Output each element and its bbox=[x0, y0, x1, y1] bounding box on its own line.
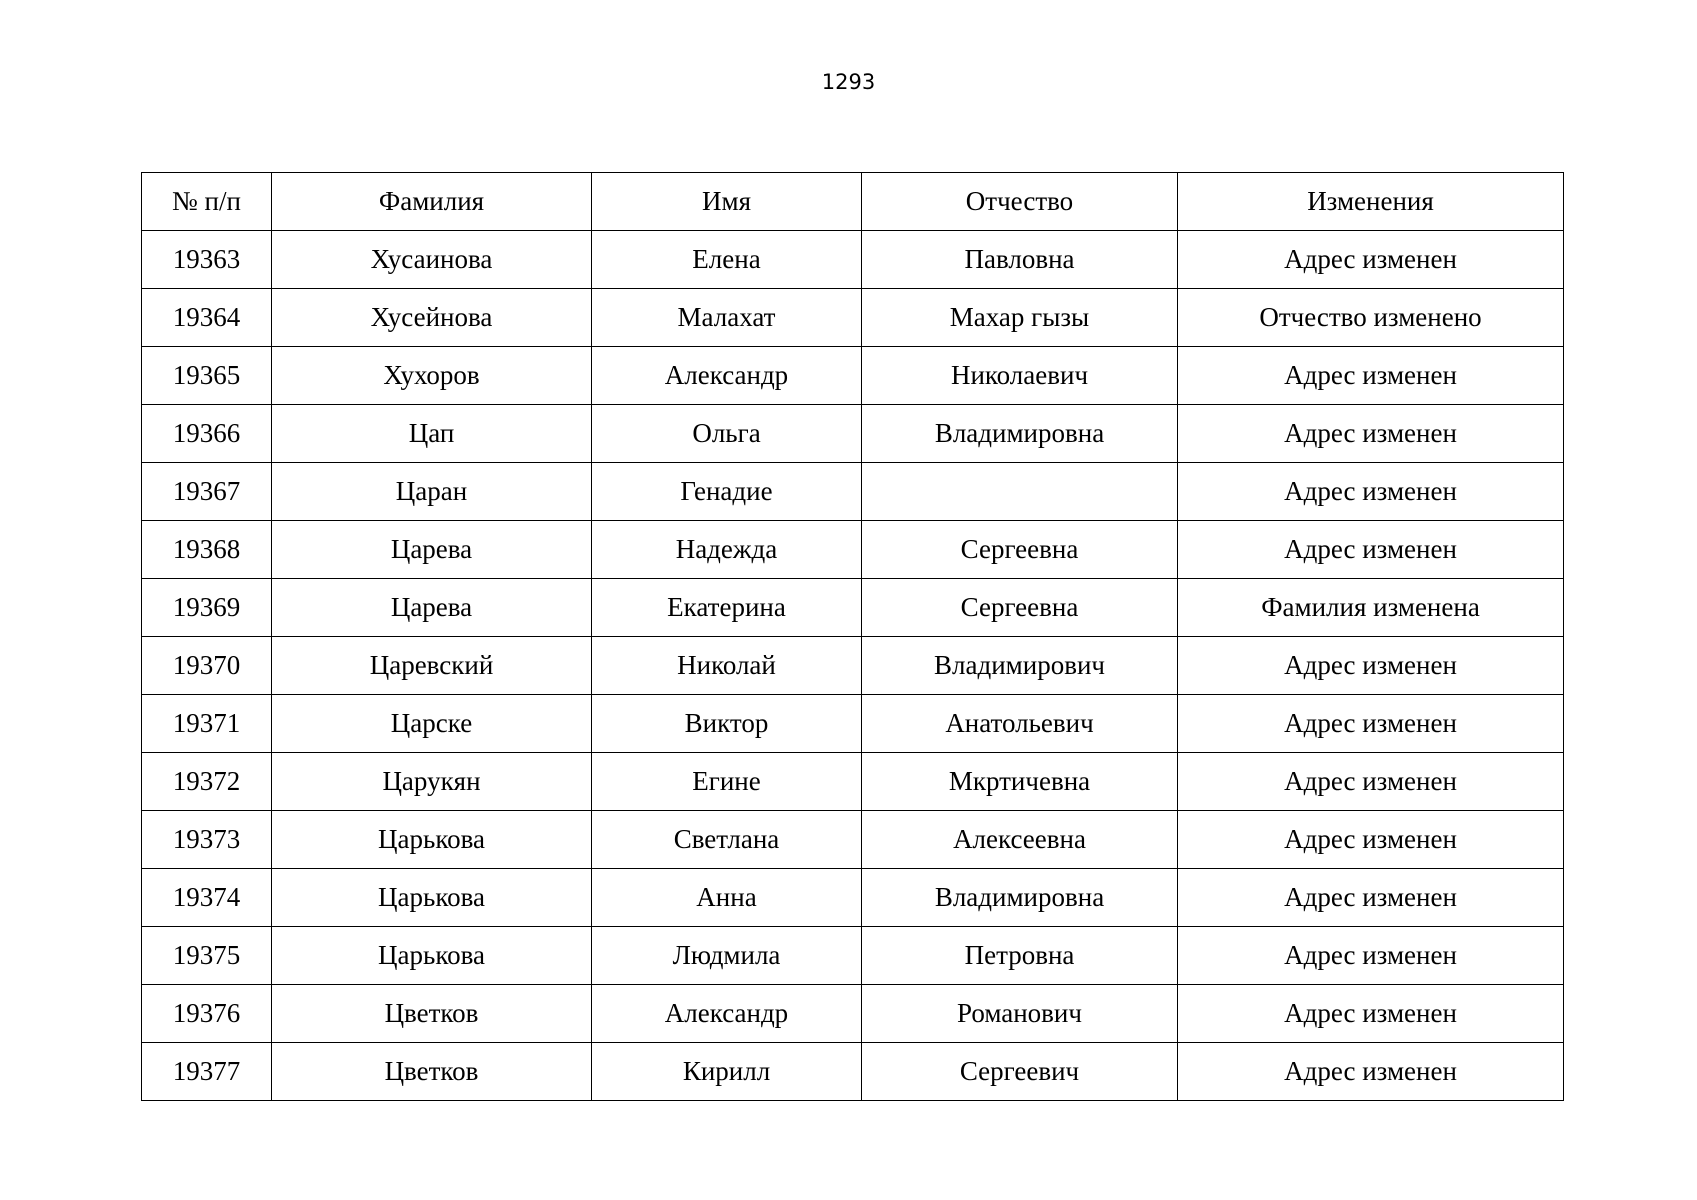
cell-changes: Адрес изменен bbox=[1178, 463, 1564, 521]
cell-surname: Царькова bbox=[272, 811, 592, 869]
cell-patronymic: Сергеевна bbox=[862, 579, 1178, 637]
table-row bbox=[142, 289, 1564, 347]
records-table bbox=[141, 172, 1564, 1101]
cell-patronymic: Романович bbox=[862, 985, 1178, 1043]
cell-patronymic: Павловна bbox=[862, 231, 1178, 289]
cell-number: 19371 bbox=[142, 695, 272, 753]
cell-changes: Фамилия изменена bbox=[1178, 579, 1564, 637]
cell-name: Елена bbox=[592, 231, 862, 289]
cell-changes: Адрес изменен bbox=[1178, 869, 1564, 927]
cell-name: Николай bbox=[592, 637, 862, 695]
cell-changes: Адрес изменен bbox=[1178, 811, 1564, 869]
table-row bbox=[142, 869, 1564, 927]
cell-changes: Адрес изменен bbox=[1178, 985, 1564, 1043]
cell-surname: Царукян bbox=[272, 753, 592, 811]
table-row bbox=[142, 811, 1564, 869]
table-row bbox=[142, 231, 1564, 289]
cell-changes: Адрес изменен bbox=[1178, 695, 1564, 753]
cell-patronymic: Владимировна bbox=[862, 869, 1178, 927]
cell-patronymic: Сергеевич bbox=[862, 1043, 1178, 1101]
cell-number: 19365 bbox=[142, 347, 272, 405]
cell-patronymic: Владимировна bbox=[862, 405, 1178, 463]
cell-surname: Царева bbox=[272, 521, 592, 579]
cell-number: 19367 bbox=[142, 463, 272, 521]
cell-name: Малахат bbox=[592, 289, 862, 347]
cell-patronymic: Николаевич bbox=[862, 347, 1178, 405]
cell-number: 19364 bbox=[142, 289, 272, 347]
cell-changes: Адрес изменен bbox=[1178, 521, 1564, 579]
cell-surname: Царева bbox=[272, 579, 592, 637]
cell-number: 19377 bbox=[142, 1043, 272, 1101]
table-row bbox=[142, 347, 1564, 405]
cell-patronymic: Анатольевич bbox=[862, 695, 1178, 753]
cell-surname: Хусаинова bbox=[272, 231, 592, 289]
table-header-row bbox=[142, 173, 1564, 231]
table-row bbox=[142, 695, 1564, 753]
table-row bbox=[142, 579, 1564, 637]
cell-changes: Адрес изменен bbox=[1178, 927, 1564, 985]
cell-surname: Царькова bbox=[272, 869, 592, 927]
cell-number: 19372 bbox=[142, 753, 272, 811]
cell-number: 19374 bbox=[142, 869, 272, 927]
cell-number: 19376 bbox=[142, 985, 272, 1043]
cell-surname: Цветков bbox=[272, 1043, 592, 1101]
cell-surname: Хухоров bbox=[272, 347, 592, 405]
cell-number: 19375 bbox=[142, 927, 272, 985]
cell-number: 19373 bbox=[142, 811, 272, 869]
cell-name: Александр bbox=[592, 985, 862, 1043]
header-surname: Фамилия bbox=[272, 173, 592, 231]
cell-patronymic bbox=[862, 463, 1178, 521]
cell-number: 19366 bbox=[142, 405, 272, 463]
table-row bbox=[142, 753, 1564, 811]
cell-number: 19370 bbox=[142, 637, 272, 695]
cell-changes: Отчество изменено bbox=[1178, 289, 1564, 347]
cell-name: Екатерина bbox=[592, 579, 862, 637]
cell-changes: Адрес изменен bbox=[1178, 637, 1564, 695]
cell-name: Светлана bbox=[592, 811, 862, 869]
table-row bbox=[142, 927, 1564, 985]
cell-surname: Царан bbox=[272, 463, 592, 521]
cell-number: 19368 bbox=[142, 521, 272, 579]
cell-name: Надежда bbox=[592, 521, 862, 579]
cell-changes: Адрес изменен bbox=[1178, 1043, 1564, 1101]
cell-name: Александр bbox=[592, 347, 862, 405]
cell-name: Кирилл bbox=[592, 1043, 862, 1101]
cell-patronymic: Мкртичевна bbox=[862, 753, 1178, 811]
cell-patronymic: Сергеевна bbox=[862, 521, 1178, 579]
table-row bbox=[142, 1043, 1564, 1101]
table-body bbox=[142, 231, 1564, 1101]
cell-surname: Царькова bbox=[272, 927, 592, 985]
table-row bbox=[142, 405, 1564, 463]
cell-changes: Адрес изменен bbox=[1178, 405, 1564, 463]
table-row bbox=[142, 985, 1564, 1043]
cell-name: Людмила bbox=[592, 927, 862, 985]
cell-name: Анна bbox=[592, 869, 862, 927]
cell-name: Генадие bbox=[592, 463, 862, 521]
cell-patronymic: Владимирович bbox=[862, 637, 1178, 695]
header-name: Имя bbox=[592, 173, 862, 231]
cell-patronymic: Алексеевна bbox=[862, 811, 1178, 869]
page-number: 1293 bbox=[821, 70, 876, 94]
cell-surname: Цветков bbox=[272, 985, 592, 1043]
cell-number: 19369 bbox=[142, 579, 272, 637]
cell-patronymic: Петровна bbox=[862, 927, 1178, 985]
cell-changes: Адрес изменен bbox=[1178, 347, 1564, 405]
cell-changes: Адрес изменен bbox=[1178, 231, 1564, 289]
cell-surname: Цап bbox=[272, 405, 592, 463]
cell-name: Ольга bbox=[592, 405, 862, 463]
cell-surname: Хусейнова bbox=[272, 289, 592, 347]
header-number: № п/п bbox=[142, 173, 272, 231]
cell-surname: Царевский bbox=[272, 637, 592, 695]
cell-number: 19363 bbox=[142, 231, 272, 289]
table-row bbox=[142, 521, 1564, 579]
cell-name: Егине bbox=[592, 753, 862, 811]
header-changes: Изменения bbox=[1178, 173, 1564, 231]
table-row bbox=[142, 637, 1564, 695]
cell-surname: Царске bbox=[272, 695, 592, 753]
cell-patronymic: Махар гызы bbox=[862, 289, 1178, 347]
cell-changes: Адрес изменен bbox=[1178, 753, 1564, 811]
table-row bbox=[142, 463, 1564, 521]
header-patronymic: Отчество bbox=[862, 173, 1178, 231]
cell-name: Виктор bbox=[592, 695, 862, 753]
